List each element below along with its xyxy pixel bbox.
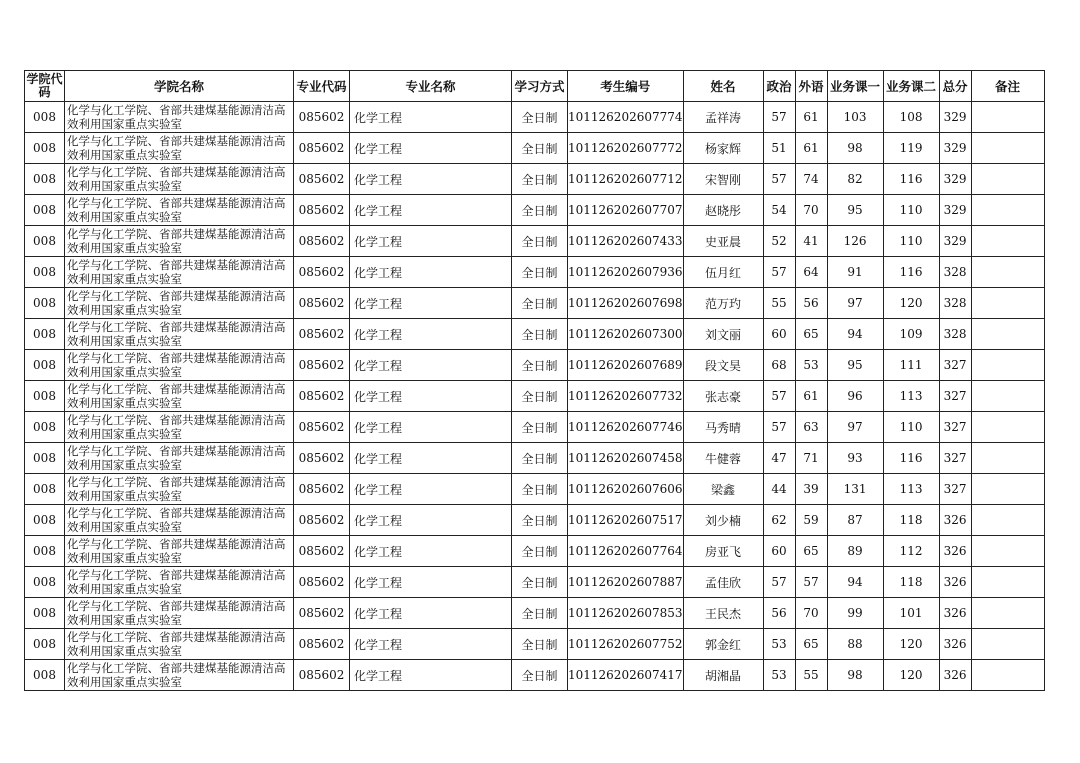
course-one-score-cell: 95 — [827, 195, 883, 226]
foreign-language-score-cell: 59 — [795, 505, 827, 536]
course-one-score-cell: 98 — [827, 660, 883, 691]
foreign-language-score-cell: 70 — [795, 195, 827, 226]
table-row — [25, 505, 1045, 536]
header-course-one: 业务课一 — [827, 71, 883, 102]
table-row — [25, 102, 1045, 133]
exam-id-cell: 101126202607707 — [568, 195, 684, 226]
politics-score-cell: 60 — [763, 319, 795, 350]
remarks-cell — [971, 319, 1044, 350]
major-code-cell: 085602 — [294, 195, 350, 226]
header-course-two: 业务课二 — [883, 71, 939, 102]
remarks-cell — [971, 257, 1044, 288]
name-cell: 刘少楠 — [683, 505, 763, 536]
total-score-cell: 329 — [939, 102, 971, 133]
header-politics: 政治 — [763, 71, 795, 102]
major-code-cell: 085602 — [294, 381, 350, 412]
college-code-cell: 008 — [25, 443, 65, 474]
college-name-cell: 化学与化工学院、省部共建煤基能源清洁高效利用国家重点实验室 — [65, 505, 294, 536]
politics-score-cell: 44 — [763, 474, 795, 505]
college-name-cell: 化学与化工学院、省部共建煤基能源清洁高效利用国家重点实验室 — [65, 412, 294, 443]
major-code-cell: 085602 — [294, 226, 350, 257]
study-mode-cell: 全日制 — [512, 102, 568, 133]
college-code-cell: 008 — [25, 195, 65, 226]
table-body — [25, 102, 1045, 691]
college-code-cell: 008 — [25, 164, 65, 195]
exam-id-cell: 101126202607732 — [568, 381, 684, 412]
name-cell: 范万玓 — [683, 288, 763, 319]
foreign-language-score-cell: 61 — [795, 133, 827, 164]
course-one-score-cell: 95 — [827, 350, 883, 381]
course-two-score-cell: 108 — [883, 102, 939, 133]
foreign-language-score-cell: 57 — [795, 567, 827, 598]
name-cell: 段文昊 — [683, 350, 763, 381]
course-one-score-cell: 87 — [827, 505, 883, 536]
remarks-cell — [971, 412, 1044, 443]
name-cell: 牛健蓉 — [683, 443, 763, 474]
name-cell: 房亚飞 — [683, 536, 763, 567]
name-cell: 胡湘晶 — [683, 660, 763, 691]
exam-id-cell: 101126202607417 — [568, 660, 684, 691]
total-score-cell: 326 — [939, 505, 971, 536]
major-name-cell: 化学工程 — [350, 226, 512, 257]
major-code-cell: 085602 — [294, 598, 350, 629]
total-score-cell: 327 — [939, 412, 971, 443]
table-row — [25, 598, 1045, 629]
course-two-score-cell: 113 — [883, 381, 939, 412]
politics-score-cell: 51 — [763, 133, 795, 164]
major-code-cell: 085602 — [294, 629, 350, 660]
study-mode-cell: 全日制 — [512, 598, 568, 629]
table-row — [25, 381, 1045, 412]
course-two-score-cell: 101 — [883, 598, 939, 629]
college-name-cell: 化学与化工学院、省部共建煤基能源清洁高效利用国家重点实验室 — [65, 164, 294, 195]
name-cell: 张志豪 — [683, 381, 763, 412]
exam-id-cell: 101126202607853 — [568, 598, 684, 629]
study-mode-cell: 全日制 — [512, 412, 568, 443]
course-two-score-cell: 112 — [883, 536, 939, 567]
foreign-language-score-cell: 70 — [795, 598, 827, 629]
major-code-cell: 085602 — [294, 505, 350, 536]
major-code-cell: 085602 — [294, 164, 350, 195]
table-header — [25, 71, 1045, 102]
course-two-score-cell: 109 — [883, 319, 939, 350]
politics-score-cell: 52 — [763, 226, 795, 257]
major-name-cell: 化学工程 — [350, 660, 512, 691]
header-college-code: 学院代码 — [25, 71, 65, 102]
college-code-cell: 008 — [25, 319, 65, 350]
exam-id-cell: 101126202607517 — [568, 505, 684, 536]
major-name-cell: 化学工程 — [350, 350, 512, 381]
name-cell: 孟祥涛 — [683, 102, 763, 133]
major-code-cell: 085602 — [294, 412, 350, 443]
major-code-cell: 085602 — [294, 319, 350, 350]
total-score-cell: 327 — [939, 350, 971, 381]
header-college-name: 学院名称 — [65, 71, 294, 102]
college-code-cell: 008 — [25, 412, 65, 443]
exam-id-cell: 101126202607698 — [568, 288, 684, 319]
table-row — [25, 536, 1045, 567]
table-row — [25, 195, 1045, 226]
course-one-score-cell: 93 — [827, 443, 883, 474]
course-two-score-cell: 110 — [883, 195, 939, 226]
study-mode-cell: 全日制 — [512, 629, 568, 660]
name-cell: 赵晓彤 — [683, 195, 763, 226]
course-one-score-cell: 82 — [827, 164, 883, 195]
table-row — [25, 288, 1045, 319]
college-code-cell: 008 — [25, 257, 65, 288]
remarks-cell — [971, 102, 1044, 133]
politics-score-cell: 57 — [763, 164, 795, 195]
name-cell: 刘文丽 — [683, 319, 763, 350]
foreign-language-score-cell: 53 — [795, 350, 827, 381]
politics-score-cell: 53 — [763, 660, 795, 691]
major-name-cell: 化学工程 — [350, 443, 512, 474]
study-mode-cell: 全日制 — [512, 660, 568, 691]
college-code-cell: 008 — [25, 505, 65, 536]
politics-score-cell: 47 — [763, 443, 795, 474]
major-name-cell: 化学工程 — [350, 598, 512, 629]
results-table — [24, 70, 1045, 691]
course-two-score-cell: 116 — [883, 443, 939, 474]
college-name-cell: 化学与化工学院、省部共建煤基能源清洁高效利用国家重点实验室 — [65, 133, 294, 164]
remarks-cell — [971, 536, 1044, 567]
remarks-cell — [971, 474, 1044, 505]
politics-score-cell: 53 — [763, 629, 795, 660]
major-name-cell: 化学工程 — [350, 474, 512, 505]
total-score-cell: 326 — [939, 567, 971, 598]
course-two-score-cell: 120 — [883, 660, 939, 691]
foreign-language-score-cell: 56 — [795, 288, 827, 319]
major-code-cell: 085602 — [294, 660, 350, 691]
major-code-cell: 085602 — [294, 133, 350, 164]
study-mode-cell: 全日制 — [512, 195, 568, 226]
total-score-cell: 328 — [939, 288, 971, 319]
politics-score-cell: 57 — [763, 102, 795, 133]
exam-id-cell: 101126202607433 — [568, 226, 684, 257]
college-code-cell: 008 — [25, 102, 65, 133]
major-name-cell: 化学工程 — [350, 319, 512, 350]
total-score-cell: 327 — [939, 381, 971, 412]
college-name-cell: 化学与化工学院、省部共建煤基能源清洁高效利用国家重点实验室 — [65, 660, 294, 691]
exam-id-cell: 101126202607689 — [568, 350, 684, 381]
course-one-score-cell: 91 — [827, 257, 883, 288]
politics-score-cell: 57 — [763, 567, 795, 598]
course-two-score-cell: 113 — [883, 474, 939, 505]
course-one-score-cell: 94 — [827, 319, 883, 350]
name-cell: 伍月红 — [683, 257, 763, 288]
course-two-score-cell: 110 — [883, 412, 939, 443]
course-two-score-cell: 110 — [883, 226, 939, 257]
college-name-cell: 化学与化工学院、省部共建煤基能源清洁高效利用国家重点实验室 — [65, 381, 294, 412]
total-score-cell: 329 — [939, 195, 971, 226]
header-major-name: 专业名称 — [350, 71, 512, 102]
politics-score-cell: 60 — [763, 536, 795, 567]
major-name-cell: 化学工程 — [350, 629, 512, 660]
total-score-cell: 326 — [939, 536, 971, 567]
exam-id-cell: 101126202607752 — [568, 629, 684, 660]
college-name-cell: 化学与化工学院、省部共建煤基能源清洁高效利用国家重点实验室 — [65, 350, 294, 381]
exam-id-cell: 101126202607774 — [568, 102, 684, 133]
remarks-cell — [971, 288, 1044, 319]
remarks-cell — [971, 195, 1044, 226]
table-row — [25, 660, 1045, 691]
foreign-language-score-cell: 39 — [795, 474, 827, 505]
exam-id-cell: 101126202607746 — [568, 412, 684, 443]
college-name-cell: 化学与化工学院、省部共建煤基能源清洁高效利用国家重点实验室 — [65, 567, 294, 598]
remarks-cell — [971, 567, 1044, 598]
course-one-score-cell: 94 — [827, 567, 883, 598]
total-score-cell: 328 — [939, 319, 971, 350]
name-cell: 史亚晨 — [683, 226, 763, 257]
table-row — [25, 412, 1045, 443]
name-cell: 郭金红 — [683, 629, 763, 660]
college-code-cell: 008 — [25, 567, 65, 598]
major-code-cell: 085602 — [294, 443, 350, 474]
course-one-score-cell: 98 — [827, 133, 883, 164]
total-score-cell: 327 — [939, 474, 971, 505]
study-mode-cell: 全日制 — [512, 164, 568, 195]
course-two-score-cell: 120 — [883, 629, 939, 660]
course-one-score-cell: 97 — [827, 412, 883, 443]
college-code-cell: 008 — [25, 133, 65, 164]
college-name-cell: 化学与化工学院、省部共建煤基能源清洁高效利用国家重点实验室 — [65, 598, 294, 629]
foreign-language-score-cell: 63 — [795, 412, 827, 443]
study-mode-cell: 全日制 — [512, 288, 568, 319]
major-code-cell: 085602 — [294, 536, 350, 567]
table-row — [25, 443, 1045, 474]
study-mode-cell: 全日制 — [512, 226, 568, 257]
score-sheet — [24, 70, 1045, 691]
study-mode-cell: 全日制 — [512, 381, 568, 412]
course-one-score-cell: 99 — [827, 598, 883, 629]
remarks-cell — [971, 443, 1044, 474]
major-code-cell: 085602 — [294, 567, 350, 598]
foreign-language-score-cell: 71 — [795, 443, 827, 474]
college-code-cell: 008 — [25, 536, 65, 567]
exam-id-cell: 101126202607764 — [568, 536, 684, 567]
major-code-cell: 085602 — [294, 257, 350, 288]
exam-id-cell: 101126202607772 — [568, 133, 684, 164]
exam-id-cell: 101126202607458 — [568, 443, 684, 474]
college-code-cell: 008 — [25, 381, 65, 412]
header-exam-id: 考生编号 — [568, 71, 684, 102]
course-two-score-cell: 116 — [883, 257, 939, 288]
college-name-cell: 化学与化工学院、省部共建煤基能源清洁高效利用国家重点实验室 — [65, 474, 294, 505]
table-row — [25, 629, 1045, 660]
header-total: 总分 — [939, 71, 971, 102]
college-name-cell: 化学与化工学院、省部共建煤基能源清洁高效利用国家重点实验室 — [65, 443, 294, 474]
college-name-cell: 化学与化工学院、省部共建煤基能源清洁高效利用国家重点实验室 — [65, 319, 294, 350]
course-one-score-cell: 103 — [827, 102, 883, 133]
major-name-cell: 化学工程 — [350, 412, 512, 443]
study-mode-cell: 全日制 — [512, 257, 568, 288]
remarks-cell — [971, 629, 1044, 660]
name-cell: 孟佳欣 — [683, 567, 763, 598]
remarks-cell — [971, 350, 1044, 381]
major-code-cell: 085602 — [294, 102, 350, 133]
politics-score-cell: 57 — [763, 412, 795, 443]
study-mode-cell: 全日制 — [512, 536, 568, 567]
study-mode-cell: 全日制 — [512, 474, 568, 505]
total-score-cell: 326 — [939, 629, 971, 660]
study-mode-cell: 全日制 — [512, 443, 568, 474]
major-code-cell: 085602 — [294, 474, 350, 505]
politics-score-cell: 57 — [763, 257, 795, 288]
college-code-cell: 008 — [25, 350, 65, 381]
study-mode-cell: 全日制 — [512, 567, 568, 598]
table-row — [25, 474, 1045, 505]
course-one-score-cell: 89 — [827, 536, 883, 567]
table-row — [25, 350, 1045, 381]
major-name-cell: 化学工程 — [350, 381, 512, 412]
name-cell: 宋智刚 — [683, 164, 763, 195]
study-mode-cell: 全日制 — [512, 133, 568, 164]
course-two-score-cell: 118 — [883, 567, 939, 598]
major-name-cell: 化学工程 — [350, 102, 512, 133]
exam-id-cell: 101126202607887 — [568, 567, 684, 598]
major-name-cell: 化学工程 — [350, 257, 512, 288]
college-code-cell: 008 — [25, 660, 65, 691]
course-one-score-cell: 97 — [827, 288, 883, 319]
table-row — [25, 319, 1045, 350]
foreign-language-score-cell: 65 — [795, 536, 827, 567]
header-foreign-language: 外语 — [795, 71, 827, 102]
name-cell: 梁鑫 — [683, 474, 763, 505]
total-score-cell: 329 — [939, 164, 971, 195]
major-name-cell: 化学工程 — [350, 536, 512, 567]
exam-id-cell: 101126202607300 — [568, 319, 684, 350]
major-name-cell: 化学工程 — [350, 288, 512, 319]
course-one-score-cell: 131 — [827, 474, 883, 505]
major-name-cell: 化学工程 — [350, 195, 512, 226]
foreign-language-score-cell: 55 — [795, 660, 827, 691]
table-row — [25, 226, 1045, 257]
total-score-cell: 329 — [939, 226, 971, 257]
course-one-score-cell: 96 — [827, 381, 883, 412]
header-row — [25, 71, 1045, 102]
major-name-cell: 化学工程 — [350, 164, 512, 195]
college-name-cell: 化学与化工学院、省部共建煤基能源清洁高效利用国家重点实验室 — [65, 288, 294, 319]
header-name: 姓名 — [683, 71, 763, 102]
total-score-cell: 328 — [939, 257, 971, 288]
college-code-cell: 008 — [25, 598, 65, 629]
study-mode-cell: 全日制 — [512, 350, 568, 381]
course-two-score-cell: 119 — [883, 133, 939, 164]
total-score-cell: 326 — [939, 598, 971, 629]
college-code-cell: 008 — [25, 226, 65, 257]
study-mode-cell: 全日制 — [512, 505, 568, 536]
name-cell: 马秀晴 — [683, 412, 763, 443]
politics-score-cell: 56 — [763, 598, 795, 629]
remarks-cell — [971, 381, 1044, 412]
course-two-score-cell: 118 — [883, 505, 939, 536]
major-code-cell: 085602 — [294, 288, 350, 319]
table-row — [25, 567, 1045, 598]
college-name-cell: 化学与化工学院、省部共建煤基能源清洁高效利用国家重点实验室 — [65, 629, 294, 660]
major-name-cell: 化学工程 — [350, 567, 512, 598]
total-score-cell: 326 — [939, 660, 971, 691]
course-one-score-cell: 126 — [827, 226, 883, 257]
table-row — [25, 164, 1045, 195]
foreign-language-score-cell: 65 — [795, 319, 827, 350]
college-name-cell: 化学与化工学院、省部共建煤基能源清洁高效利用国家重点实验室 — [65, 102, 294, 133]
politics-score-cell: 68 — [763, 350, 795, 381]
remarks-cell — [971, 226, 1044, 257]
remarks-cell — [971, 164, 1044, 195]
remarks-cell — [971, 133, 1044, 164]
college-name-cell: 化学与化工学院、省部共建煤基能源清洁高效利用国家重点实验室 — [65, 536, 294, 567]
remarks-cell — [971, 505, 1044, 536]
college-code-cell: 008 — [25, 288, 65, 319]
header-study-mode: 学习方式 — [512, 71, 568, 102]
remarks-cell — [971, 660, 1044, 691]
politics-score-cell: 54 — [763, 195, 795, 226]
name-cell: 杨家辉 — [683, 133, 763, 164]
course-two-score-cell: 116 — [883, 164, 939, 195]
major-name-cell: 化学工程 — [350, 133, 512, 164]
foreign-language-score-cell: 64 — [795, 257, 827, 288]
course-one-score-cell: 88 — [827, 629, 883, 660]
course-two-score-cell: 111 — [883, 350, 939, 381]
major-code-cell: 085602 — [294, 350, 350, 381]
exam-id-cell: 101126202607606 — [568, 474, 684, 505]
foreign-language-score-cell: 74 — [795, 164, 827, 195]
table-row — [25, 133, 1045, 164]
total-score-cell: 329 — [939, 133, 971, 164]
exam-id-cell: 101126202607936 — [568, 257, 684, 288]
foreign-language-score-cell: 65 — [795, 629, 827, 660]
study-mode-cell: 全日制 — [512, 319, 568, 350]
major-name-cell: 化学工程 — [350, 505, 512, 536]
politics-score-cell: 55 — [763, 288, 795, 319]
header-remarks: 备注 — [971, 71, 1044, 102]
college-name-cell: 化学与化工学院、省部共建煤基能源清洁高效利用国家重点实验室 — [65, 226, 294, 257]
exam-id-cell: 101126202607712 — [568, 164, 684, 195]
college-code-cell: 008 — [25, 629, 65, 660]
foreign-language-score-cell: 61 — [795, 381, 827, 412]
total-score-cell: 327 — [939, 443, 971, 474]
foreign-language-score-cell: 41 — [795, 226, 827, 257]
politics-score-cell: 62 — [763, 505, 795, 536]
college-code-cell: 008 — [25, 474, 65, 505]
course-two-score-cell: 120 — [883, 288, 939, 319]
college-name-cell: 化学与化工学院、省部共建煤基能源清洁高效利用国家重点实验室 — [65, 257, 294, 288]
table-row — [25, 257, 1045, 288]
foreign-language-score-cell: 61 — [795, 102, 827, 133]
college-name-cell: 化学与化工学院、省部共建煤基能源清洁高效利用国家重点实验室 — [65, 195, 294, 226]
remarks-cell — [971, 598, 1044, 629]
name-cell: 王民杰 — [683, 598, 763, 629]
header-major-code: 专业代码 — [294, 71, 350, 102]
politics-score-cell: 57 — [763, 381, 795, 412]
